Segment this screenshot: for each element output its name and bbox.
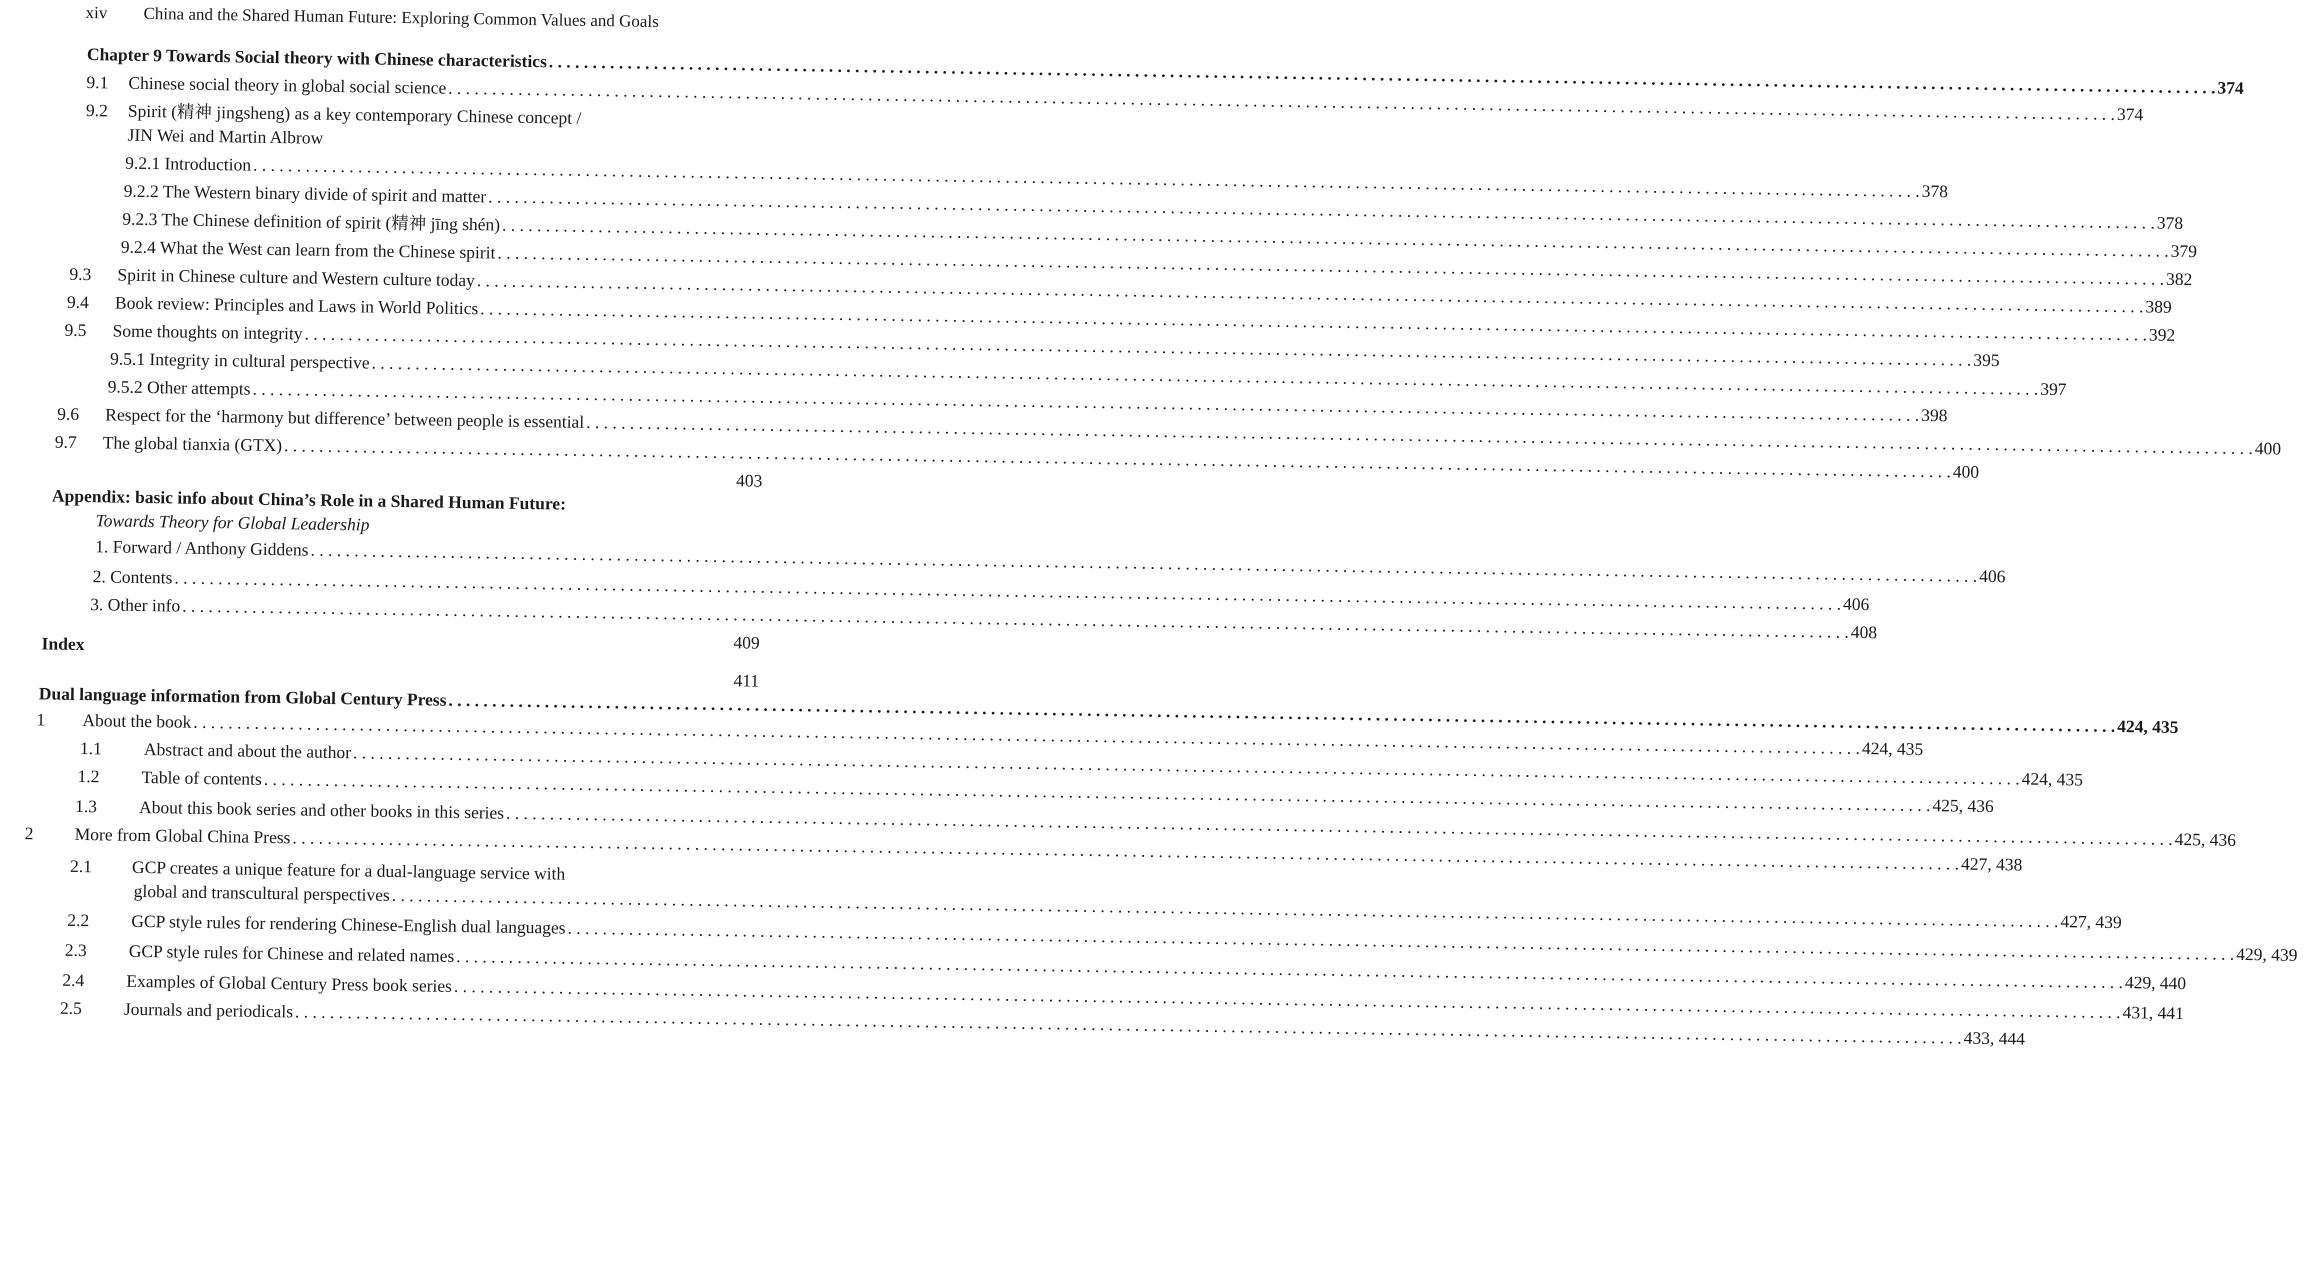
toc-entry-9-2-2[interactable]: 9.2.2 The Western binary divide of spirit and matter . . . 378 bbox=[124, 180, 777, 212]
toc-entry-2-4[interactable]: 2.4 Examples of Global Century Press book series . . . 431, 441 bbox=[62, 969, 736, 1002]
toc-entry-1[interactable]: 1 About the book . . . 424, 435 bbox=[36, 708, 754, 741]
toc-page-number: 409 bbox=[733, 632, 760, 653]
toc-entry-9-2-4[interactable]: 9.2.4 What the West can learn from the Chinese spirit . . . 382 bbox=[121, 236, 776, 268]
toc-entry-1-1[interactable]: 1.1 Abstract and about the author . . . 424, 435 bbox=[80, 737, 752, 770]
toc-entry-9-2-1[interactable]: 9.2.1 Introduction . . . 378 bbox=[125, 152, 777, 184]
toc-entry-2-3[interactable]: 2.3 GCP style rules for Chinese and related names . . . 429, 440 bbox=[65, 939, 739, 972]
toc-entry-9-1[interactable]: 9.1 Chinese social theory in global social science . . . 374 bbox=[86, 71, 778, 104]
toc-entry-9-5[interactable]: 9.5 Some thoughts on integrity . . . 395 bbox=[64, 319, 774, 352]
toc-entry-9-5-2[interactable]: 9.5.2 Other attempts . . . 398 bbox=[108, 375, 774, 407]
toc-entry-9-2-3[interactable]: 9.2.3 The Chinese definition of spirit (精神 jīng shén) . . . 379 bbox=[122, 208, 776, 240]
toc-page-number: 403 bbox=[735, 470, 763, 491]
toc-entry-index[interactable]: Index bbox=[41, 633, 85, 655]
toc-entry-9-2-cont[interactable]: JIN Wei and Martin Albrow bbox=[127, 124, 324, 148]
toc-entry-dual-language[interactable]: Dual language information from Global Century Press . . . 424, 435 bbox=[39, 682, 757, 715]
toc-entry-1-3[interactable]: 1.3 About this book series and other books in this series . . . 425, 436 bbox=[75, 795, 747, 828]
toc-page-number: 411 bbox=[733, 670, 760, 691]
toc-entry-9-4[interactable]: 9.4 Book review: Principles and Laws in World Politics . . . 392 bbox=[67, 291, 775, 324]
toc-entry-chapter-9[interactable]: Chapter 9 Towards Social theory with Chinese characteristics . . . 374 bbox=[87, 43, 779, 76]
toc-entry-1-2[interactable]: 1.2 Table of contents . . . 425, 436 bbox=[77, 765, 749, 798]
toc-entry-2-1-cont[interactable]: global and transcultural perspectives . . . 427, 439 bbox=[134, 880, 742, 912]
toc-entry-appendix-cont[interactable]: Towards Theory for Global Leadership bbox=[95, 510, 370, 535]
toc-entry-9-3[interactable]: 9.3 Spirit in Chinese culture and Western culture today . . . 389 bbox=[69, 263, 775, 296]
running-title: China and the Shared Human Future: Exploring Common Values and Goals bbox=[143, 3, 659, 32]
page-number: xiv bbox=[85, 3, 108, 23]
toc-entry-9-7[interactable]: 9.7 The global tianxia (GTX) . . . 400 bbox=[55, 431, 769, 464]
running-header bbox=[85, 3, 659, 32]
toc-entry-9-5-1[interactable]: 9.5.1 Integrity in cultural perspective . . . 397 bbox=[110, 347, 774, 379]
toc-entry-2-1[interactable]: 2.1 GCP creates a unique feature for a dual-language service with bbox=[69, 855, 566, 884]
toc-entry-9-2[interactable]: 9.2 Spirit (精神 jingsheng) as a key contemporary Chinese concept / bbox=[85, 100, 582, 128]
toc-entry-appendix[interactable]: Appendix: basic info about China’s Role in a Shared Human Future: bbox=[51, 485, 567, 514]
toc-entry-2[interactable]: 2 More from Global China Press . . . 427, 438 bbox=[24, 822, 744, 855]
toc-entry-appendix-3[interactable]: 3. Other info . . . 408 bbox=[90, 593, 760, 626]
toc-entry-2-5[interactable]: 2.5 Journals and periodicals . . . 433, 444 bbox=[60, 997, 736, 1030]
toc-entry-appendix-2[interactable]: 2. Contents . . . 406 bbox=[93, 565, 761, 597]
toc-entry-9-6[interactable]: 9.6 Respect for the ‘harmony but difference’ between people is essential . . . 400 bbox=[57, 403, 769, 436]
toc-entry-2-2[interactable]: 2.2 GCP style rules for rendering Chinese-English dual languages . . . 429, 439 bbox=[67, 909, 739, 942]
toc-entry-appendix-1[interactable]: 1. Forward / Anthony Giddens . . . 406 bbox=[95, 535, 761, 567]
